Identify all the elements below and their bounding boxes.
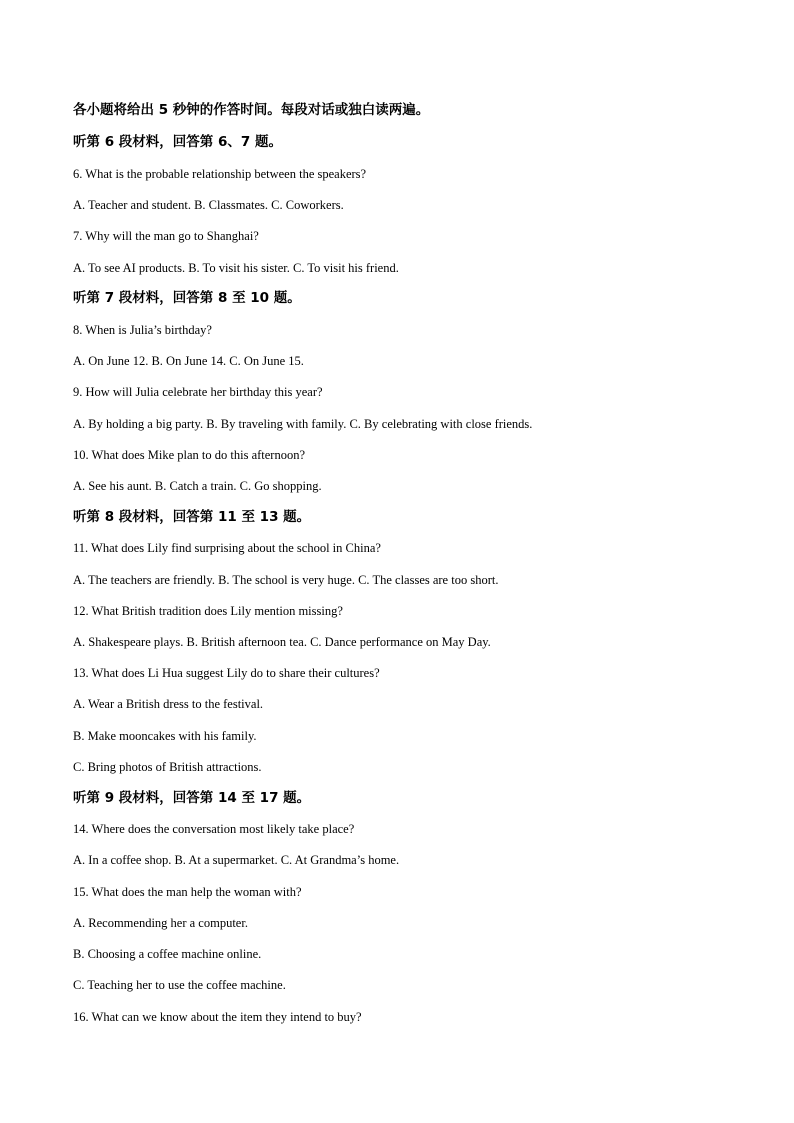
question-text: 16. What can we know about the item they intend to buy? <box>73 1010 362 1024</box>
answer-options: A. The teachers are friendly. B. The school is very huge. C. The classes are too short. <box>73 573 499 587</box>
question-text: 8. When is Julia’s birthday? <box>73 323 212 337</box>
question-text: 6. What is the probable relationship between the speakers? <box>73 167 367 181</box>
answer-option: A. Recommending her a computer. <box>73 916 248 930</box>
section-heading: 听第 9 段材料，回答第 14 至 17 题。 <box>73 790 311 806</box>
answer-option: C. Bring photos of British attractions. <box>73 760 262 774</box>
question-text: 13. What does Li Hua suggest Lily do to share their cultures? <box>73 666 380 680</box>
answer-options: A. Shakespeare plays. B. British afternoon tea. C. Dance performance on May Day. <box>73 635 491 649</box>
answer-options: A. To see AI products. B. To visit his sister. C. To visit his friend. <box>73 261 399 275</box>
answer-options: A. By holding a big party. B. By traveling with family. C. By celebrating with close friends. <box>73 417 533 431</box>
question-text: 14. Where does the conversation most likely take place? <box>73 822 355 836</box>
answer-option: A. Wear a British dress to the festival. <box>73 697 264 711</box>
answer-option: C. Teaching her to use the coffee machine. <box>73 978 286 992</box>
instruction-text: 各小题将给出 5 秒钟的作答时间。每段对话或独白读两遍。 <box>73 102 430 118</box>
answer-options: A. Teacher and student. B. Classmates. C. Coworkers. <box>73 198 344 212</box>
question-text: 15. What does the man help the woman with? <box>73 885 302 899</box>
section-heading: 听第 8 段材料，回答第 11 至 13 题。 <box>73 509 311 525</box>
question-text: 7. Why will the man go to Shanghai? <box>73 229 259 243</box>
section-heading: 听第 6 段材料，回答第 6、7 题。 <box>73 134 282 150</box>
question-text: 10. What does Mike plan to do this afternoon? <box>73 448 306 462</box>
answer-options: A. On June 12. B. On June 14. C. On June 15. <box>73 354 304 368</box>
answer-options: A. In a coffee shop. B. At a supermarket. C. At Grandma’s home. <box>73 853 400 867</box>
question-text: 12. What British tradition does Lily mention missing? <box>73 604 343 618</box>
question-text: 11. What does Lily find surprising about the school in China? <box>73 541 381 555</box>
section-heading: 听第 7 段材料，回答第 8 至 10 题。 <box>73 290 301 306</box>
answer-option: B. Choosing a coffee machine online. <box>73 947 262 961</box>
answer-options: A. See his aunt. B. Catch a train. C. Go shopping. <box>73 479 322 493</box>
answer-option: B. Make mooncakes with his family. <box>73 729 257 743</box>
question-text: 9. How will Julia celebrate her birthday this year? <box>73 385 323 399</box>
